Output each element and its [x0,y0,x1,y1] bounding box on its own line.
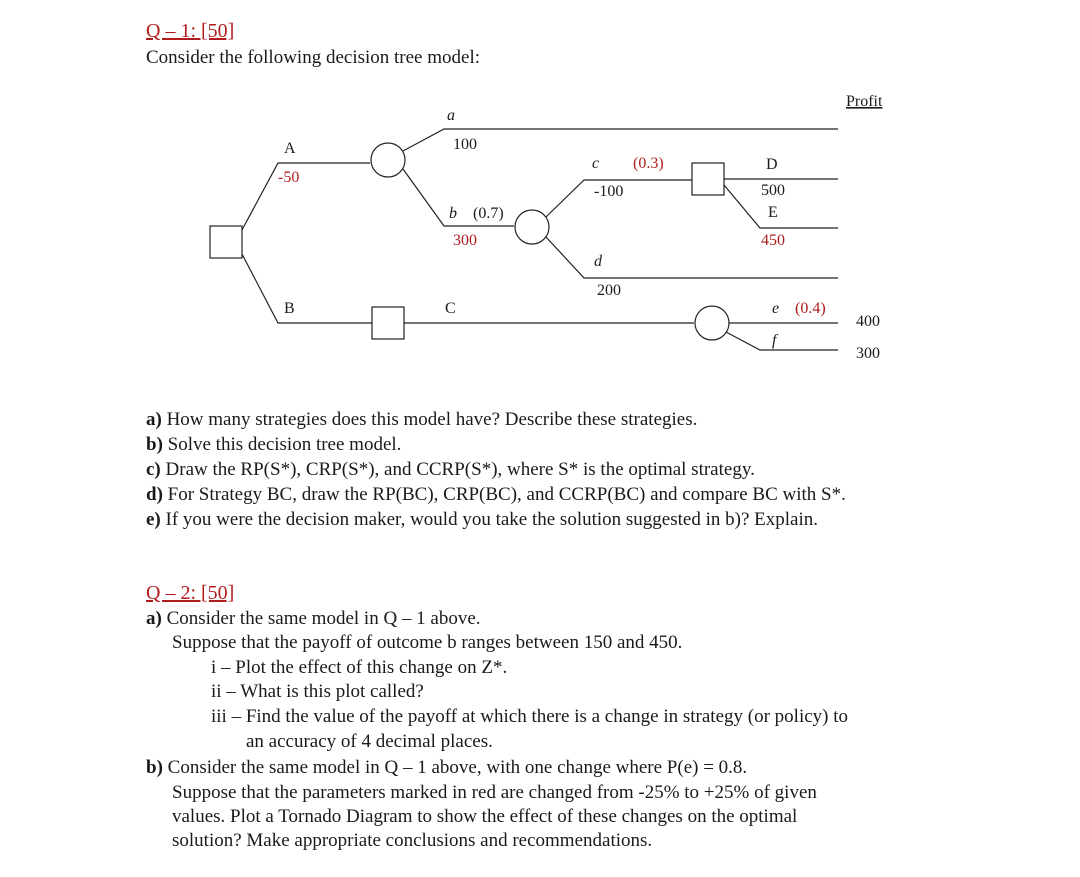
profit-label: Profit [846,93,883,110]
label-d: d [594,253,602,270]
q2-b-line2: Suppose that the parameters marked in red are changed from -25% to +25% of given [172,782,817,803]
q1-part-b: b) Solve this decision tree model. [146,434,402,455]
q2-heading: Q – 2: [50] [146,582,235,604]
value-A: -50 [278,169,300,186]
chance-node-3 [695,306,729,340]
label-C: C [445,300,456,317]
q2-a-iii-2: an accuracy of 4 decimal places. [246,731,493,752]
label-D: D [766,156,778,173]
q1-part-e: e) If you were the decision maker, would you take the solution suggested in b)? Explain. [146,509,818,530]
branch-B-line [242,254,372,323]
label-A: A [284,140,296,157]
prob-b: (0.7) [473,205,504,222]
value-D: 500 [761,182,785,199]
label-f: f [772,332,777,349]
label-b: b [449,205,457,222]
decision-tree-diagram [0,0,1080,420]
q1-intro: Consider the following decision tree model: [146,47,481,68]
q2-part-a: a) Consider the same model in Q – 1 above. [146,608,481,629]
q1-part-c: c) Draw the RP(S*), CRP(S*), and CCRP(S*), where S* is the optimal strategy. [146,459,755,480]
value-b: 300 [453,232,477,249]
q1-part-d: d) For Strategy BC, draw the RP(BC), CRP(BC), and CCRP(BC) and compare BC with S*. [146,484,846,505]
label-c: c [592,155,600,172]
prob-e: (0.4) [795,300,826,317]
decision-node-2 [692,163,724,195]
branch-f-line [726,332,838,350]
q2-a-line2: Suppose that the payoff of outcome b ranges between 150 and 450. [172,632,683,653]
value-d: 200 [597,282,621,299]
label-a: a [447,107,455,124]
chance-node-2 [515,210,549,244]
branch-A-line [242,163,370,230]
root-decision-node [210,226,242,258]
q1-heading: Q – 1: [50] [146,20,235,42]
q2-part-b: b) Consider the same model in Q – 1 above, with one change where P(e) = 0.8. [146,757,748,778]
q2-a-i: i – Plot the effect of this change on Z*. [211,657,508,678]
chance-node-1 [371,143,405,177]
value-E: 450 [761,232,785,249]
label-e: e [772,300,780,317]
value-f: 300 [856,345,880,362]
label-B: B [284,300,295,317]
value-c: -100 [594,183,624,200]
label-E: E [768,204,778,221]
prob-c: (0.3) [633,155,664,172]
q2-b-line4: solution? Make appropriate conclusions and recommendations. [172,830,653,851]
q1-part-a: a) How many strategies does this model have? Describe these strategies. [146,409,698,430]
q2-a-ii: ii – What is this plot called? [211,681,424,702]
q2-b-line3: values. Plot a Tornado Diagram to show the effect of these changes on the optimal [172,806,798,827]
q2-a-iii: iii – Find the value of the payoff at which there is a change in strategy (or policy) to [211,706,849,727]
branch-d-line [546,237,838,278]
decision-node-3 [372,307,404,339]
value-e: 400 [856,313,880,330]
value-a: 100 [453,136,477,153]
